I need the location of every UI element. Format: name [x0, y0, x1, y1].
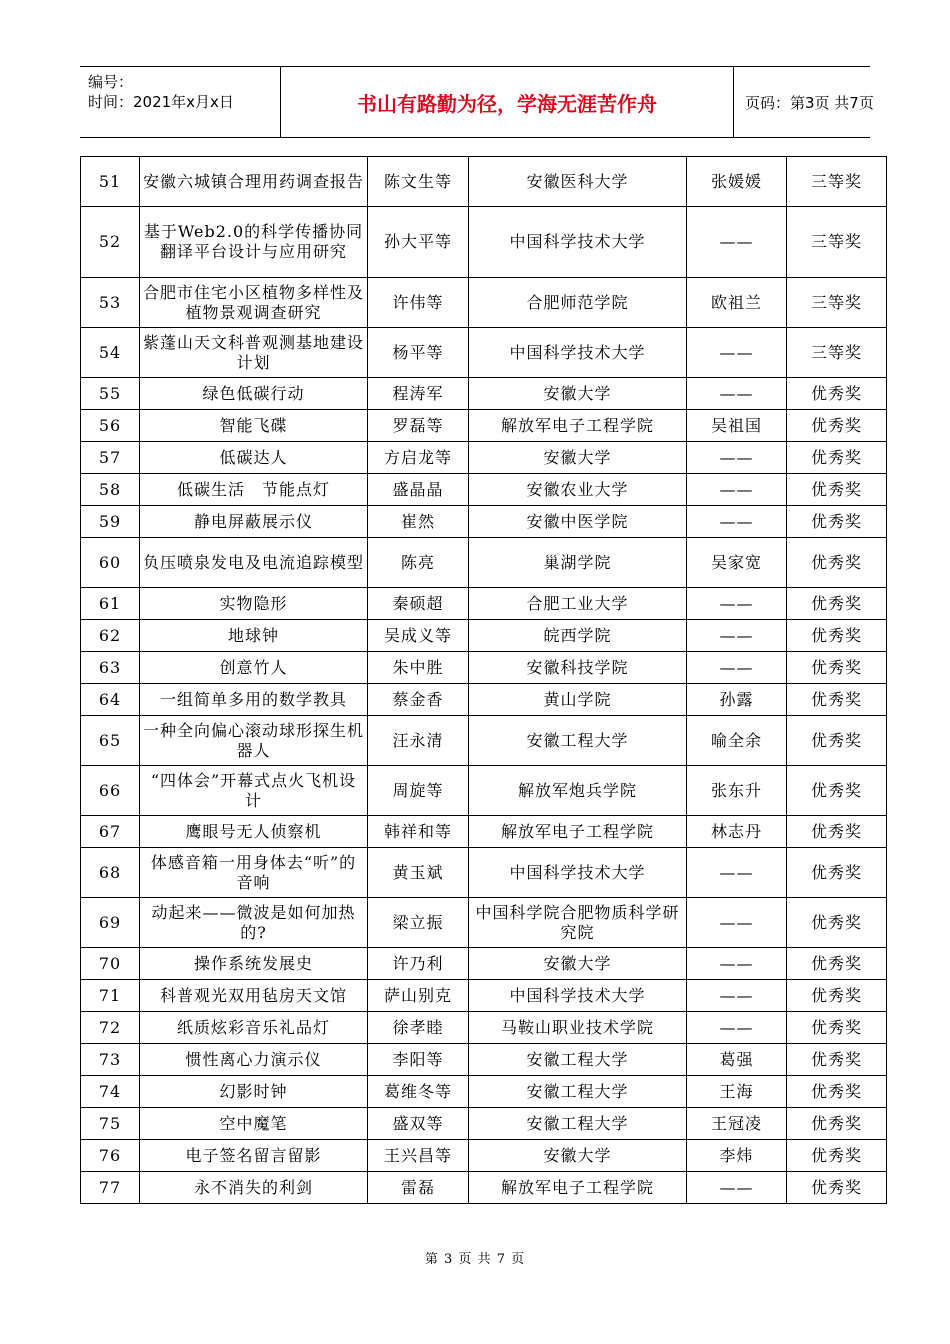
table-row	[81, 157, 887, 207]
advisor-cell: 张东升	[687, 766, 787, 816]
school-cell: 巢湖学院	[469, 538, 687, 588]
school-cell: 安徽大学	[469, 948, 687, 980]
advisor-cell: ——	[687, 378, 787, 410]
row-number-cell: 57	[81, 442, 140, 474]
advisor-cell: 吴家宽	[687, 538, 787, 588]
award-cell: 优秀奖	[787, 442, 887, 474]
author-cell: 盛晶晶	[368, 474, 469, 506]
advisor-cell: 欧祖兰	[687, 278, 787, 328]
project-title-cell: “四体会”开幕式点火飞机设计	[140, 766, 368, 816]
project-title-cell: 一种全向偏心滚动球形探生机器人	[140, 716, 368, 766]
author-cell: 李阳等	[368, 1044, 469, 1076]
project-title-cell: 绿色低碳行动	[140, 378, 368, 410]
author-cell: 罗磊等	[368, 410, 469, 442]
advisor-cell: ——	[687, 506, 787, 538]
advisor-cell: 李炜	[687, 1140, 787, 1172]
advisor-cell: ——	[687, 1172, 787, 1204]
author-cell: 杨平等	[368, 328, 469, 378]
row-number-cell: 77	[81, 1172, 140, 1204]
project-title-cell: 合肥市住宅小区植物多样性及植物景观调查研究	[140, 278, 368, 328]
doc-code-label: 编号：	[88, 73, 134, 91]
table-row	[81, 410, 887, 442]
school-cell: 马鞍山职业技术学院	[469, 1012, 687, 1044]
author-cell: 黄玉斌	[368, 848, 469, 898]
award-cell: 三等奖	[787, 328, 887, 378]
advisor-cell: 孙露	[687, 684, 787, 716]
table-row	[81, 1108, 887, 1140]
school-cell: 解放军电子工程学院	[469, 1172, 687, 1204]
advisor-cell: ——	[687, 1012, 787, 1044]
table-row	[81, 620, 887, 652]
advisor-cell: ——	[687, 948, 787, 980]
table-row	[81, 506, 887, 538]
table-row	[81, 588, 887, 620]
project-title-cell: 基于Web2.0的科学传播协同翻译平台设计与应用研究	[140, 207, 368, 278]
award-cell: 优秀奖	[787, 620, 887, 652]
school-cell: 安徽工程大学	[469, 1108, 687, 1140]
row-number-cell: 76	[81, 1140, 140, 1172]
table-row	[81, 980, 887, 1012]
row-number-cell: 52	[81, 207, 140, 278]
award-cell: 三等奖	[787, 157, 887, 207]
table-row	[81, 848, 887, 898]
advisor-cell: ——	[687, 207, 787, 278]
award-cell: 优秀奖	[787, 980, 887, 1012]
table-row	[81, 898, 887, 948]
table-row	[81, 948, 887, 980]
author-cell: 许乃利	[368, 948, 469, 980]
row-number-cell: 67	[81, 816, 140, 848]
row-number-cell: 54	[81, 328, 140, 378]
row-number-cell: 58	[81, 474, 140, 506]
award-cell: 优秀奖	[787, 816, 887, 848]
table-row	[81, 474, 887, 506]
school-cell: 中国科学技术大学	[469, 980, 687, 1012]
row-number-cell: 65	[81, 716, 140, 766]
school-cell: 安徽工程大学	[469, 716, 687, 766]
table-row	[81, 442, 887, 474]
advisor-cell: ——	[687, 328, 787, 378]
award-cell: 优秀奖	[787, 1140, 887, 1172]
advisor-cell: 葛强	[687, 1044, 787, 1076]
award-cell: 优秀奖	[787, 378, 887, 410]
author-cell: 徐孝睦	[368, 1012, 469, 1044]
advisor-cell: ——	[687, 848, 787, 898]
row-number-cell: 73	[81, 1044, 140, 1076]
school-cell: 安徽农业大学	[469, 474, 687, 506]
project-title-cell: 鹰眼号无人侦察机	[140, 816, 368, 848]
author-cell: 陈文生等	[368, 157, 469, 207]
school-cell: 黄山学院	[469, 684, 687, 716]
row-number-cell: 59	[81, 506, 140, 538]
author-cell: 王兴昌等	[368, 1140, 469, 1172]
table-row	[81, 1044, 887, 1076]
school-cell: 中国科学技术大学	[469, 207, 687, 278]
table-row	[81, 1076, 887, 1108]
row-number-cell: 60	[81, 538, 140, 588]
advisor-cell: 林志丹	[687, 816, 787, 848]
awards-table-body	[81, 157, 887, 1204]
school-cell: 中国科学技术大学	[469, 328, 687, 378]
project-title-cell: 幻影时钟	[140, 1076, 368, 1108]
project-title-cell: 纸质炫彩音乐礼品灯	[140, 1012, 368, 1044]
award-cell: 优秀奖	[787, 588, 887, 620]
school-cell: 安徽大学	[469, 442, 687, 474]
advisor-cell: ——	[687, 588, 787, 620]
advisor-cell: ——	[687, 980, 787, 1012]
project-title-cell: 安徽六城镇合理用药调查报告	[140, 157, 368, 207]
award-cell: 优秀奖	[787, 716, 887, 766]
author-cell: 程涛军	[368, 378, 469, 410]
award-cell: 优秀奖	[787, 1044, 887, 1076]
author-cell: 许伟等	[368, 278, 469, 328]
project-title-cell: 实物隐形	[140, 588, 368, 620]
table-row	[81, 378, 887, 410]
header-motto: 书山有路勤为径，学海无涯苦作舟	[280, 67, 734, 137]
award-cell: 优秀奖	[787, 1172, 887, 1204]
author-cell: 汪永清	[368, 716, 469, 766]
award-cell: 优秀奖	[787, 1108, 887, 1140]
advisor-cell: ——	[687, 652, 787, 684]
school-cell: 安徽科技学院	[469, 652, 687, 684]
table-row	[81, 1140, 887, 1172]
project-title-cell: 电子签名留言留影	[140, 1140, 368, 1172]
author-cell: 雷磊	[368, 1172, 469, 1204]
award-cell: 优秀奖	[787, 474, 887, 506]
project-title-cell: 惯性离心力演示仪	[140, 1044, 368, 1076]
project-title-cell: 永不消失的利剑	[140, 1172, 368, 1204]
award-cell: 优秀奖	[787, 538, 887, 588]
school-cell: 皖西学院	[469, 620, 687, 652]
author-cell: 周旋等	[368, 766, 469, 816]
table-row	[81, 278, 887, 328]
advisor-cell: 吴祖国	[687, 410, 787, 442]
row-number-cell: 64	[81, 684, 140, 716]
school-cell: 安徽中医学院	[469, 506, 687, 538]
project-title-cell: 科普观光双用毡房天文馆	[140, 980, 368, 1012]
awards-table	[80, 156, 887, 1204]
table-row	[81, 766, 887, 816]
author-cell: 秦硕超	[368, 588, 469, 620]
school-cell: 安徽大学	[469, 1140, 687, 1172]
project-title-cell: 智能飞碟	[140, 410, 368, 442]
project-title-cell: 低碳生活 节能点灯	[140, 474, 368, 506]
award-cell: 优秀奖	[787, 848, 887, 898]
advisor-cell: 张媛媛	[687, 157, 787, 207]
author-cell: 方启龙等	[368, 442, 469, 474]
table-row	[81, 207, 887, 278]
row-number-cell: 69	[81, 898, 140, 948]
award-cell: 优秀奖	[787, 1076, 887, 1108]
school-cell: 解放军炮兵学院	[469, 766, 687, 816]
advisor-cell: ——	[687, 474, 787, 506]
project-title-cell: 一组简单多用的数学教具	[140, 684, 368, 716]
advisor-cell: ——	[687, 620, 787, 652]
school-cell: 解放军电子工程学院	[469, 410, 687, 442]
header-page-number: 页码：第3页 共7页	[745, 93, 874, 112]
project-title-cell: 静电屏蔽展示仪	[140, 506, 368, 538]
row-number-cell: 72	[81, 1012, 140, 1044]
author-cell: 吴成义等	[368, 620, 469, 652]
school-cell: 合肥师范学院	[469, 278, 687, 328]
row-number-cell: 61	[81, 588, 140, 620]
project-title-cell: 低碳达人	[140, 442, 368, 474]
table-row	[81, 1012, 887, 1044]
table-row	[81, 816, 887, 848]
award-cell: 优秀奖	[787, 766, 887, 816]
row-number-cell: 71	[81, 980, 140, 1012]
advisor-cell: 王海	[687, 1076, 787, 1108]
school-cell: 中国科学院合肥物质科学研究院	[469, 898, 687, 948]
school-cell: 合肥工业大学	[469, 588, 687, 620]
advisor-cell: 喻全余	[687, 716, 787, 766]
author-cell: 孙大平等	[368, 207, 469, 278]
project-title-cell: 动起来——微波是如何加热的?	[140, 898, 368, 948]
author-cell: 葛维冬等	[368, 1076, 469, 1108]
row-number-cell: 74	[81, 1076, 140, 1108]
project-title-cell: 空中魔笔	[140, 1108, 368, 1140]
row-number-cell: 66	[81, 766, 140, 816]
author-cell: 萨山别克	[368, 980, 469, 1012]
row-number-cell: 55	[81, 378, 140, 410]
school-cell: 安徽大学	[469, 378, 687, 410]
table-row	[81, 684, 887, 716]
header-meta	[80, 67, 280, 137]
row-number-cell: 53	[81, 278, 140, 328]
advisor-cell: 王冠凌	[687, 1108, 787, 1140]
award-cell: 优秀奖	[787, 410, 887, 442]
award-cell: 优秀奖	[787, 898, 887, 948]
project-title-cell: 紫蓬山天文科普观测基地建设计划	[140, 328, 368, 378]
advisor-cell: ——	[687, 898, 787, 948]
school-cell: 解放军电子工程学院	[469, 816, 687, 848]
page-footer: 第 3 页 共 7 页	[424, 1252, 526, 1267]
table-row	[81, 652, 887, 684]
table-row	[81, 328, 887, 378]
row-number-cell: 51	[81, 157, 140, 207]
project-title-cell: 体感音箱一用身体去“听”的音响	[140, 848, 368, 898]
school-cell: 安徽工程大学	[469, 1076, 687, 1108]
author-cell: 蔡金香	[368, 684, 469, 716]
project-title-cell: 操作系统发展史	[140, 948, 368, 980]
project-title-cell: 创意竹人	[140, 652, 368, 684]
table-row	[81, 538, 887, 588]
award-cell: 优秀奖	[787, 1012, 887, 1044]
author-cell: 陈亮	[368, 538, 469, 588]
award-cell: 三等奖	[787, 278, 887, 328]
award-cell: 优秀奖	[787, 948, 887, 980]
advisor-cell: ——	[687, 442, 787, 474]
award-cell: 优秀奖	[787, 652, 887, 684]
award-cell: 优秀奖	[787, 506, 887, 538]
author-cell: 韩祥和等	[368, 816, 469, 848]
award-cell: 三等奖	[787, 207, 887, 278]
project-title-cell: 地球钟	[140, 620, 368, 652]
row-number-cell: 70	[81, 948, 140, 980]
row-number-cell: 63	[81, 652, 140, 684]
row-number-cell: 56	[81, 410, 140, 442]
doc-date-label: 时间：2021年x月x日	[88, 93, 234, 111]
school-cell: 中国科学技术大学	[469, 848, 687, 898]
table-row	[81, 716, 887, 766]
award-cell: 优秀奖	[787, 684, 887, 716]
table-row	[81, 1172, 887, 1204]
author-cell: 梁立振	[368, 898, 469, 948]
author-cell: 盛双等	[368, 1108, 469, 1140]
school-cell: 安徽工程大学	[469, 1044, 687, 1076]
row-number-cell: 62	[81, 620, 140, 652]
page-header	[80, 66, 874, 138]
project-title-cell: 负压喷泉发电及电流追踪模型	[140, 538, 368, 588]
author-cell: 朱中胜	[368, 652, 469, 684]
row-number-cell: 75	[81, 1108, 140, 1140]
row-number-cell: 68	[81, 848, 140, 898]
school-cell: 安徽医科大学	[469, 157, 687, 207]
author-cell: 崔然	[368, 506, 469, 538]
